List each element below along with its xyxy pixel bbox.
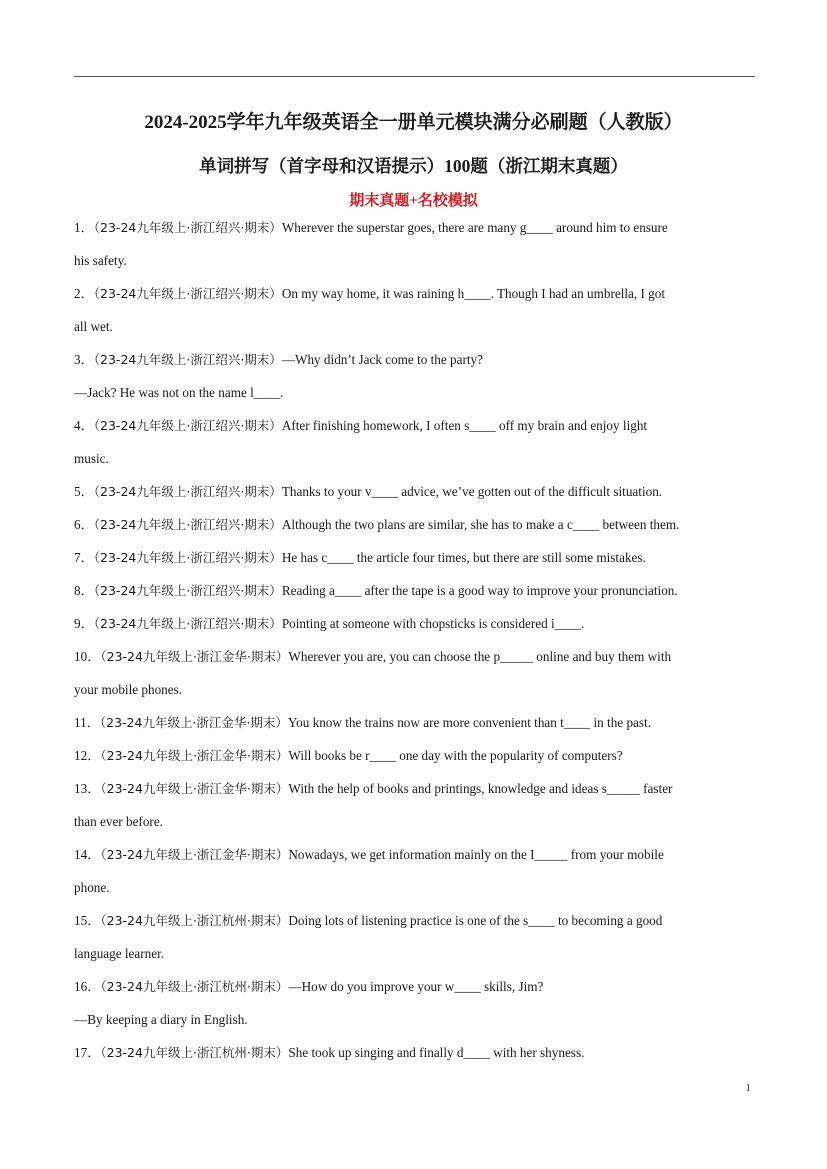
question-source: （23-24九年级上·浙江金华·期末） (100, 748, 289, 763)
question-number: 10． (74, 649, 101, 664)
question-item (74, 277, 756, 343)
question-number: 14． (74, 847, 101, 862)
question-source: （23-24九年级上·浙江绍兴·期末） (93, 352, 282, 367)
question-item (74, 607, 756, 640)
question-source: （23-24九年级上·浙江绍兴·期末） (93, 220, 282, 235)
question-number: 6． (74, 517, 94, 532)
question-text: Although the two plans are similar, she has to make a c____ between them. (281, 517, 680, 532)
question-source: （23-24九年级上·浙江绍兴·期末） (93, 550, 282, 565)
question-source: （23-24九年级上·浙江杭州·期末） (100, 979, 289, 994)
question-source: （23-24九年级上·浙江绍兴·期末） (93, 286, 282, 301)
question-item (74, 475, 756, 508)
question-source: （23-24九年级上·浙江绍兴·期末） (93, 616, 282, 631)
question-text: Pointing at someone with chopsticks is considered i____. (281, 616, 585, 631)
question-source: （23-24九年级上·浙江绍兴·期末） (93, 484, 282, 499)
question-line (74, 211, 756, 244)
question-item (74, 904, 756, 970)
question-line (74, 277, 756, 310)
question-text: He has c____ the article four times, but there are still some mistakes. (281, 550, 646, 565)
question-line (74, 739, 756, 772)
question-source: （23-24九年级上·浙江金华·期末） (100, 649, 289, 664)
question-line (74, 376, 756, 409)
question-number: 15． (74, 913, 101, 928)
question-text: You know the trains now are more convenient than t____ in the past. (287, 715, 652, 730)
question-number: 4． (74, 418, 94, 433)
question-text: On my way home, it was raining h____. Though I had an umbrella, I got (281, 286, 666, 301)
question-line (74, 640, 756, 673)
question-number: 13． (74, 781, 101, 796)
section-tagline: 期末真题+名校模拟 (349, 193, 478, 209)
question-item (74, 409, 756, 475)
question-source: （23-24九年级上·浙江金华·期末） (100, 847, 289, 862)
question-item (74, 343, 756, 409)
question-text: your mobile phones. (74, 682, 183, 697)
question-source: （23-24九年级上·浙江金华·期末） (99, 715, 288, 730)
question-source: （23-24九年级上·浙江绍兴·期末） (93, 418, 282, 433)
question-line (74, 607, 756, 640)
question-line (74, 706, 756, 739)
question-text: phone. (74, 880, 110, 895)
question-number: 1． (74, 220, 94, 235)
question-item (74, 211, 756, 277)
question-line (74, 772, 756, 805)
question-line (74, 343, 756, 376)
question-item (74, 706, 756, 739)
question-item (74, 838, 756, 904)
question-text: all wet. (74, 319, 113, 334)
question-line (74, 904, 756, 937)
question-line (74, 1036, 756, 1069)
question-text: —How do you improve your w____ skills, Jim? (288, 979, 544, 994)
question-text: —Jack? He was not on the name l____. (74, 385, 284, 400)
question-item (74, 739, 756, 772)
question-line (74, 673, 756, 706)
question-source: （23-24九年级上·浙江绍兴·期末） (93, 517, 282, 532)
question-text: She took up singing and finally d____ with her shyness. (288, 1045, 585, 1060)
question-text: Wherever the superstar goes, there are many g____ around him to ensure (281, 220, 668, 235)
question-line (74, 871, 756, 904)
question-line (74, 310, 756, 343)
question-text: After finishing homework, I often s____ off my brain and enjoy light (281, 418, 648, 433)
question-line (74, 508, 756, 541)
question-item (74, 772, 756, 838)
question-line (74, 442, 756, 475)
question-text: than ever before. (74, 814, 163, 829)
question-item (74, 1036, 756, 1069)
document-title: 2024-2025学年九年级英语全一册单元模块满分必刷题（人教版） (144, 112, 683, 133)
question-text: his safety. (74, 253, 127, 268)
question-item (74, 541, 756, 574)
question-text: Reading a____ after the tape is a good way to improve your pronunciation. (281, 583, 678, 598)
page-number: 1 (745, 1082, 751, 1094)
question-line (74, 937, 756, 970)
question-source: （23-24九年级上·浙江绍兴·期末） (93, 583, 282, 598)
question-number: 16． (74, 979, 101, 994)
question-line (74, 805, 756, 838)
question-number: 9． (74, 616, 94, 631)
question-line (74, 1003, 756, 1036)
question-text: —Why didn’t Jack come to the party? (281, 352, 483, 367)
header-rule (74, 76, 755, 77)
question-line (74, 574, 756, 607)
question-number: 3． (74, 352, 94, 367)
document-subtitle: 单词拼写（首字母和汉语提示）100题（浙江期末真题） (199, 156, 628, 176)
question-text: Will books be r____ one day with the popularity of computers? (288, 748, 623, 763)
question-text: Nowadays, we get information mainly on the I_____ from your mobile (288, 847, 664, 862)
question-number: 12． (74, 748, 101, 763)
question-line (74, 838, 756, 871)
question-line (74, 970, 756, 1003)
question-item (74, 508, 756, 541)
question-item (74, 574, 756, 607)
question-source: （23-24九年级上·浙江杭州·期末） (100, 913, 289, 928)
question-text: With the help of books and printings, knowledge and ideas s_____ faster (288, 781, 673, 796)
question-text: Thanks to your v____ advice, we’ve gotten out of the difficult situation. (281, 484, 663, 499)
question-list (74, 211, 756, 1069)
question-text: music. (74, 451, 109, 466)
question-number: 11． (74, 715, 100, 730)
question-item (74, 970, 756, 1036)
question-number: 5． (74, 484, 94, 499)
question-text: language learner. (74, 946, 165, 961)
question-number: 7． (74, 550, 94, 565)
question-source: （23-24九年级上·浙江金华·期末） (100, 781, 289, 796)
question-line (74, 475, 756, 508)
question-number: 17． (74, 1045, 101, 1060)
question-line (74, 244, 756, 277)
question-text: Wherever you are, you can choose the p_____ online and buy them with (288, 649, 672, 664)
question-source: （23-24九年级上·浙江杭州·期末） (100, 1045, 289, 1060)
question-line (74, 541, 756, 574)
question-text: Doing lots of listening practice is one of the s____ to becoming a good (288, 913, 663, 928)
question-number: 2． (74, 286, 94, 301)
question-text: —By keeping a diary in English. (74, 1012, 248, 1027)
question-line (74, 409, 756, 442)
question-item (74, 640, 756, 706)
question-number: 8． (74, 583, 94, 598)
